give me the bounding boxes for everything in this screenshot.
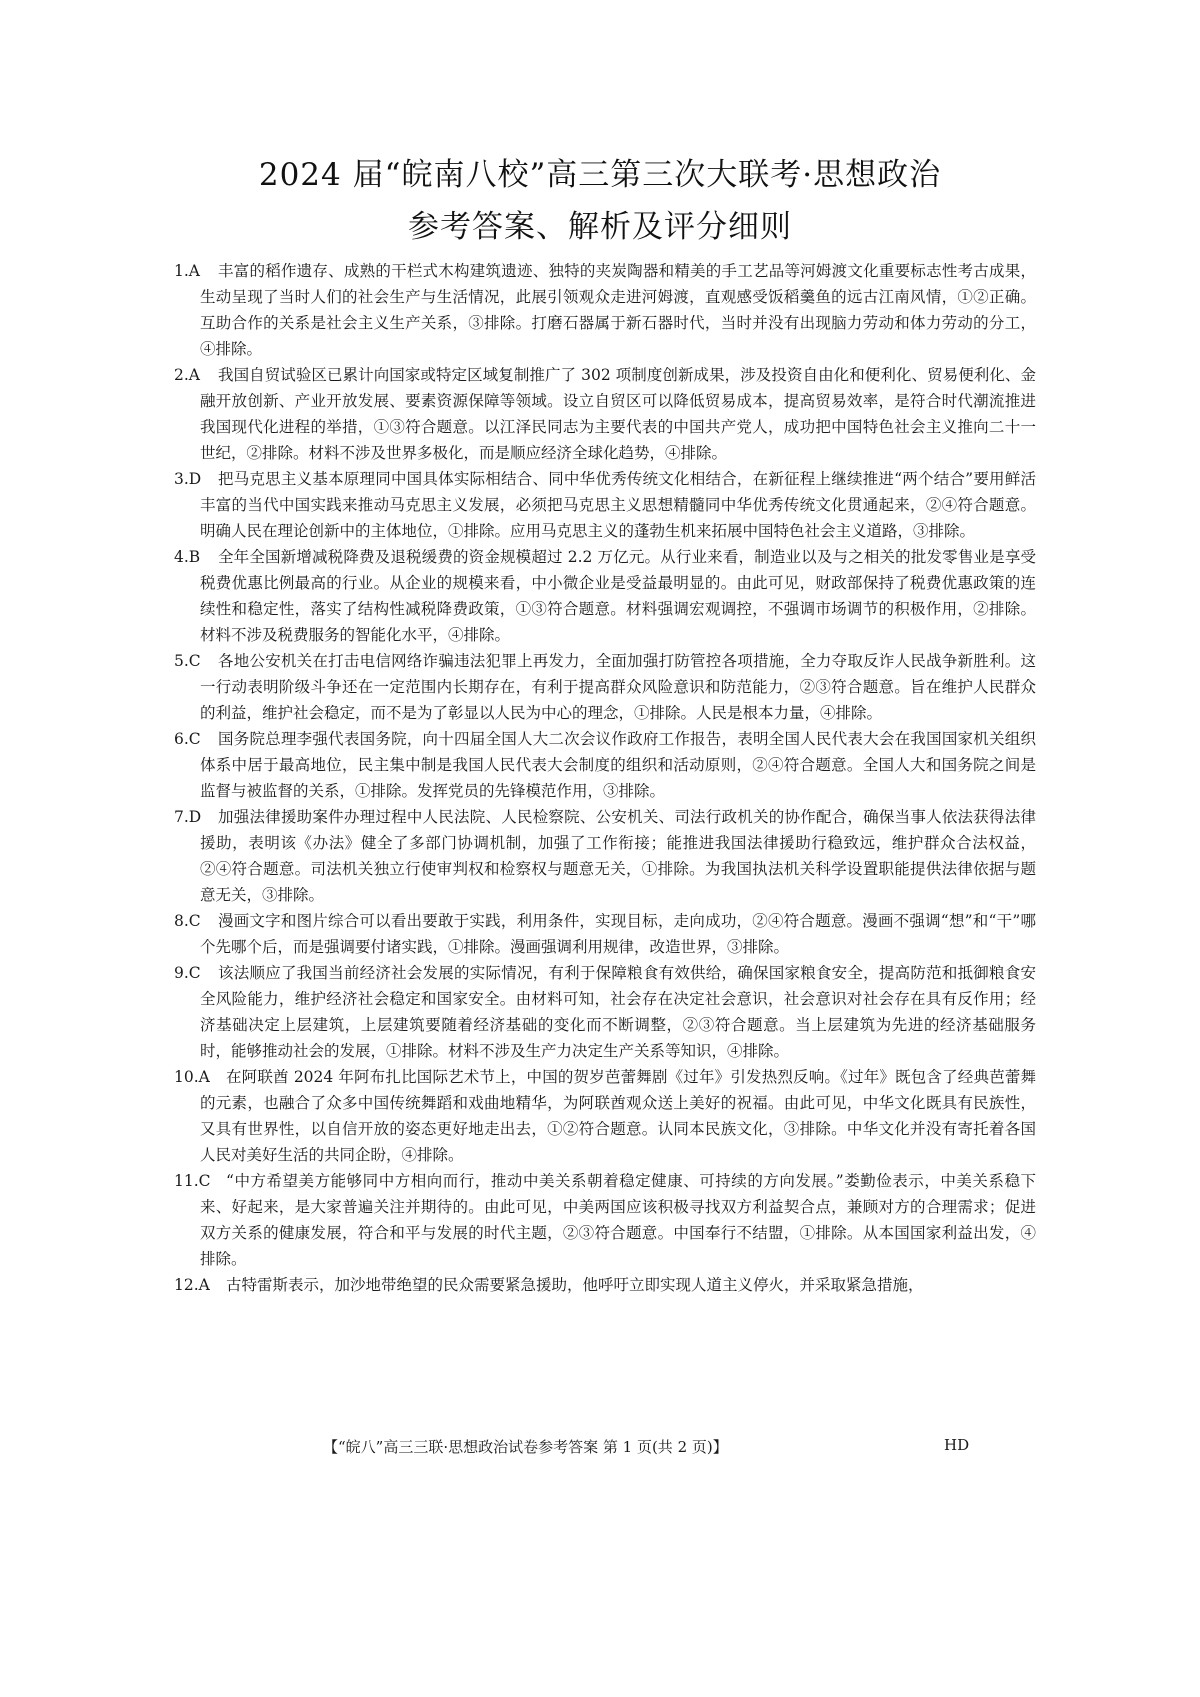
- answer-item: [174, 960, 1036, 1064]
- answer-explanation: “中方希望美方能够同中方相向而行，推动中美关系朝着稳定健康、可持续的方向发展。”娄勤俭表示，中美关系稳下来、好起来，是大家普遍关注并期待的。由此可见，中美两国应该积极寻找双方利益契合点，兼顾对方的合理需求；促进双方关系的健康发展，符合和平与发展的时代主题，②③符合题意。中国奉行不结盟，①排除。从本国国家利益出发，④排除。: [200, 1172, 1036, 1268]
- answer-label: 1.A: [174, 262, 200, 280]
- footer-code: HD: [944, 1436, 970, 1454]
- answer-label: 4.B: [174, 548, 201, 566]
- answer-item: [174, 804, 1036, 908]
- answer-item: [174, 1064, 1036, 1168]
- answer-explanation: 我国自贸试验区已累计向国家或特定区域复制推广了 302 项制度创新成果，涉及投资自由化和便利化、贸易便利化、金融开放创新、产业开放发展、要素资源保障等领域。设立自贸区可以降低贸易成本，提高贸易效率，是符合时代潮流推进我国现代化进程的举措，①③符合题意。以江泽民同志为主要代表的中国共产党人，成功把中国特色社会主义推向二十一世纪，②排除。材料不涉及世界多极化，而是顺应经济全球化趋势，④排除。: [200, 366, 1036, 462]
- answer-label: 2.A: [174, 366, 200, 384]
- answer-explanation: 在阿联酋 2024 年阿布扎比国际艺术节上，中国的贺岁芭蕾舞剧《过年》引发热烈反响。《过年》既包含了经典芭蕾舞的元素，也融合了众多中国传统舞蹈和戏曲地精华，为阿联酋观众送上美好的祝福。由此可见，中华文化既具有民族性，又具有世界性，以自信开放的姿态更好地走出去，①②符合题意。认同本民族文化，③排除。中华文化并没有寄托着各国人民对美好生活的共同企盼，④排除。: [200, 1068, 1036, 1164]
- answer-item: [174, 544, 1036, 648]
- answer-explanation: 漫画文字和图片综合可以看出要敢于实践，利用条件，实现目标，走向成功，②④符合题意。漫画不强调“想”和“干”哪个先哪个后，而是强调要付诸实践，①排除。漫画强调利用规律，改造世界，③排除。: [200, 912, 1036, 956]
- exam-subtitle: 参考答案、解析及评分细则: [408, 209, 792, 245]
- answer-label: 7.D: [174, 808, 202, 826]
- answer-label: 11.C: [174, 1172, 211, 1190]
- answer-item: [174, 1168, 1036, 1272]
- answer-label: 6.C: [174, 730, 201, 748]
- answer-item: [174, 908, 1036, 960]
- exam-title: 2024 届“皖南八校”高三第三次大联考·思想政治: [258, 157, 942, 193]
- answer-item: [174, 258, 1036, 362]
- answer-label: 8.C: [174, 912, 201, 930]
- footer-text: 【“皖八”高三三联·思想政治试卷参考答案 第 1 页(共 2 页)】: [323, 1438, 728, 1456]
- answer-item: [174, 466, 1036, 544]
- answer-label: 5.C: [174, 652, 201, 670]
- answer-explanation: 该法顺应了我国当前经济社会发展的实际情况，有利于保障粮食有效供给，确保国家粮食安全，提高防范和抵御粮食安全风险能力，维护经济社会稳定和国家安全。由材料可知，社会存在决定社会意识，社会意识对社会存在具有反作用；经济基础决定上层建筑，上层建筑要随着经济基础的变化而不断调整，②③符合题意。当上层建筑为先进的经济基础服务时，能够推动社会的发展，①排除。材料不涉及生产力决定生产关系等知识，④排除。: [200, 964, 1036, 1060]
- answer-explanation: 国务院总理李强代表国务院，向十四届全国人大二次会议作政府工作报告，表明全国人民代表大会在我国国家机关组织体系中居于最高地位，民主集中制是我国人民代表大会制度的组织和活动原则，②④符合题意。全国人大和国务院之间是监督与被监督的关系，①排除。发挥党员的先锋模范作用，③排除。: [200, 730, 1036, 800]
- answer-item: [174, 362, 1036, 466]
- answer-explanation: 把马克思主义基本原理同中国具体实际相结合、同中华优秀传统文化相结合，在新征程上继续推进“两个结合”要用鲜活丰富的当代中国实践来推动马克思主义发展，必须把马克思主义思想精髓同中华优秀传统文化贯通起来，②④符合题意。明确人民在理论创新中的主体地位，①排除。应用马克思主义的蓬勃生机来拓展中国特色社会主义道路，③排除。: [200, 470, 1036, 540]
- answer-explanation: 古特雷斯表示，加沙地带绝望的民众需要紧急援助，他呼吁立即实现人道主义停火，并采取紧急措施，: [226, 1276, 924, 1294]
- answer-label: 9.C: [174, 964, 201, 982]
- answer-item: [174, 1272, 1036, 1298]
- answer-item: [174, 726, 1036, 804]
- answer-explanation: 丰富的稻作遗存、成熟的干栏式木构建筑遗迹、独特的夹炭陶器和精美的手工艺品等河姆渡文化重要标志性考古成果，生动呈现了当时人们的社会生产与生活情况，此展引领观众走进河姆渡，直观感受饭稻羹鱼的远古江南风情，①②正确。互助合作的关系是社会主义生产关系，③排除。打磨石器属于新石器时代，当时并没有出现脑力劳动和体力劳动的分工，④排除。: [200, 262, 1036, 358]
- answer-label: 10.A: [174, 1068, 210, 1086]
- answer-explanation: 各地公安机关在打击电信网络诈骗违法犯罪上再发力，全面加强打防管控各项措施，全力夺取反诈人民战争新胜利。这一行动表明阶级斗争还在一定范围内长期存在，有利于提高群众风险意识和防范能力，②③符合题意。旨在维护人民群众的利益，维护社会稳定，而不是为了彰显以人民为中心的理念，①排除。人民是根本力量，④排除。: [200, 652, 1036, 722]
- answer-explanation: 全年全国新增减税降费及退税缓费的资金规模超过 2.2 万亿元。从行业来看，制造业以及与之相关的批发零售业是享受税费优惠比例最高的行业。从企业的规模来看，中小微企业是受益最明显的。由此可见，财政部保持了税费优惠政策的连续性和稳定性，落实了结构性减税降费政策，①③符合题意。材料强调宏观调控，不强调市场调节的积极作用，②排除。材料不涉及税费服务的智能化水平，④排除。: [200, 548, 1036, 644]
- answer-item: [174, 648, 1036, 726]
- answer-explanation: 加强法律援助案件办理过程中人民法院、人民检察院、公安机关、司法行政机关的协作配合，确保当事人依法获得法律援助，表明该《办法》健全了多部门协调机制，加强了工作衔接；能推进我国法律援助行稳致远，维护群众合法权益，②④符合题意。司法机关独立行使审判权和检察权与题意无关，①排除。为我国执法机关科学设置职能提供法律依据与题意无关，③排除。: [200, 808, 1036, 904]
- answer-label: 12.A: [174, 1276, 210, 1294]
- answer-label: 3.D: [174, 470, 202, 488]
- answer-list: [174, 258, 1036, 1298]
